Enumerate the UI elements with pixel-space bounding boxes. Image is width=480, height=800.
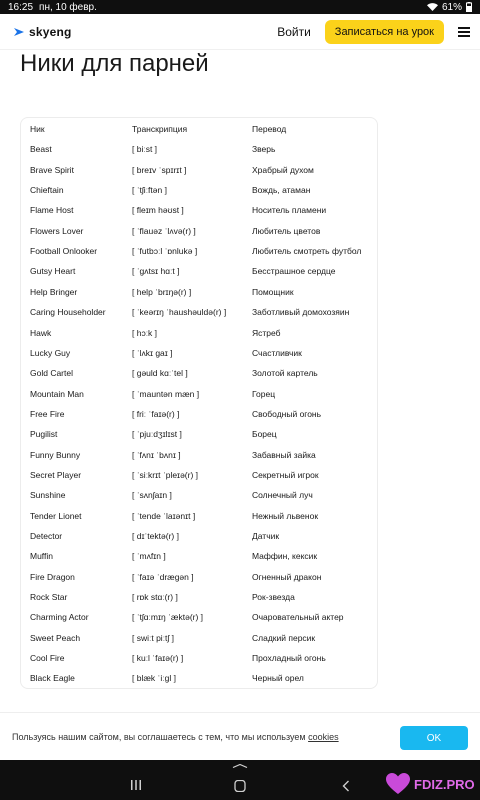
table-row bbox=[21, 648, 379, 668]
translation-cell: Прохладный огонь bbox=[252, 653, 326, 664]
transcription-cell: [ ˈɡʌtsɪ hɑːt ] bbox=[132, 266, 180, 277]
transcription-cell: [ ˈtende ˈlaɪənɪt ] bbox=[132, 510, 196, 521]
nickname-cell: Charming Actor bbox=[30, 612, 89, 623]
table-row bbox=[21, 506, 379, 526]
status-bar bbox=[0, 0, 480, 14]
table-header-row bbox=[21, 119, 379, 139]
translation-cell: Бесстрашное сердце bbox=[252, 266, 336, 277]
nickname-cell: Chieftain bbox=[30, 185, 64, 196]
transcription-cell: [ friː ˈfaɪə(r) ] bbox=[132, 408, 180, 419]
nickname-cell: Free Fire bbox=[30, 408, 65, 419]
transcription-cell: [ swiːt piːtʃ ] bbox=[132, 632, 175, 643]
table-row bbox=[21, 302, 379, 322]
table-row bbox=[21, 607, 379, 627]
transcription-cell: [ ˈmauntən mæn ] bbox=[132, 388, 200, 399]
recent-apps-icon[interactable] bbox=[130, 780, 142, 790]
table-row bbox=[21, 343, 379, 363]
transcription-cell: [ rɒk stɑː(r) ] bbox=[132, 592, 178, 603]
transcription-cell: [ kuːl ˈfaɪə(r) ] bbox=[132, 653, 184, 664]
transcription-cell: [ ˈfutbɔːl ˈɒnlukə ] bbox=[132, 246, 198, 257]
watermark-logo bbox=[386, 770, 478, 798]
translation-cell: Свободный огонь bbox=[252, 408, 322, 419]
transcription-cell: [ fleɪm həʊst ] bbox=[132, 205, 184, 216]
translation-cell: Очаровательный актер bbox=[252, 612, 344, 623]
column-header: Транскрипция bbox=[132, 124, 188, 134]
transcription-cell: [ breɪv ˈspɪrɪt ] bbox=[132, 164, 187, 175]
transcription-cell: [ ˈsiːkrɪt ˈpleɪə(r) ] bbox=[132, 469, 199, 480]
nickname-cell: Flowers Lover bbox=[30, 225, 84, 236]
nickname-cell: Detector bbox=[30, 531, 63, 541]
status-time: 16:25 bbox=[8, 1, 34, 13]
hamburger-menu-icon[interactable] bbox=[458, 27, 470, 37]
translation-cell: Заботливый домохозяин bbox=[252, 307, 350, 318]
cookies-link[interactable]: cookies bbox=[308, 731, 339, 742]
login-link[interactable]: Войти bbox=[277, 24, 311, 39]
table-row bbox=[21, 221, 379, 241]
nickname-cell: Muffin bbox=[30, 551, 53, 562]
translation-cell: Рок-звезда bbox=[252, 592, 295, 603]
translation-cell: Огненный дракон bbox=[252, 571, 322, 582]
translation-cell: Храбрый духом bbox=[252, 164, 314, 175]
transcription-cell: [ ɡəuld kɑːˈtel ] bbox=[132, 368, 188, 379]
table-row bbox=[21, 628, 379, 648]
nickname-cell: Gutsy Heart bbox=[30, 266, 76, 277]
nickname-cell: Sunshine bbox=[30, 490, 66, 501]
transcription-cell: [ ˈfʌnɪ ˈbʌnɪ ] bbox=[132, 449, 181, 460]
table-row bbox=[21, 241, 379, 261]
page-title: Ники для парней bbox=[20, 50, 209, 77]
translation-cell: Любитель смотреть футбол bbox=[252, 246, 362, 257]
translation-cell: Маффин, кексик bbox=[252, 551, 318, 562]
battery-icon bbox=[466, 2, 472, 12]
transcription-cell: [ ˈfaɪə ˈdræɡən ] bbox=[132, 571, 194, 582]
table-row bbox=[21, 384, 379, 404]
nickname-cell: Tender Lionet bbox=[30, 510, 82, 521]
nickname-cell: Cool Fire bbox=[30, 653, 65, 664]
translation-cell: Датчик bbox=[252, 531, 280, 541]
brand-name: skyeng bbox=[29, 24, 72, 39]
table-row bbox=[21, 139, 379, 159]
translation-cell: Забавный зайка bbox=[252, 449, 316, 460]
transcription-cell: [ biːst ] bbox=[132, 144, 158, 155]
table-row bbox=[21, 160, 379, 180]
nickname-cell: Funny Bunny bbox=[30, 449, 81, 460]
transcription-cell: [ ˈpjuːdʒɪlɪst ] bbox=[132, 429, 182, 440]
signup-button[interactable]: Записаться на урок bbox=[325, 20, 444, 44]
nickname-cell: Secret Player bbox=[30, 469, 82, 480]
transcription-cell: [ dɪˈtektə(r) ] bbox=[132, 531, 179, 541]
nickname-cell: Pugilist bbox=[30, 429, 58, 440]
translation-cell: Борец bbox=[252, 429, 277, 440]
table-row bbox=[21, 323, 379, 343]
nickname-cell: Lucky Guy bbox=[30, 347, 71, 358]
translation-cell: Носитель пламени bbox=[252, 205, 327, 216]
transcription-cell: [ ˈsʌnʃaɪn ] bbox=[132, 490, 172, 501]
transcription-cell: [ blæk ˈiːɡl ] bbox=[132, 673, 176, 684]
translation-cell: Зверь bbox=[252, 144, 276, 155]
table-row bbox=[21, 404, 379, 424]
skyeng-logo-icon bbox=[14, 27, 24, 37]
nickname-cell: Mountain Man bbox=[30, 388, 84, 399]
nickname-cell: Rock Star bbox=[30, 592, 68, 603]
table-row bbox=[21, 261, 379, 281]
home-icon[interactable] bbox=[234, 780, 246, 792]
translation-cell: Вождь, атаман bbox=[252, 185, 311, 196]
watermark-text: FDIZ.PRO bbox=[414, 776, 475, 792]
translation-cell: Счастливчик bbox=[252, 347, 302, 358]
nickname-cell: Caring Householder bbox=[30, 307, 106, 318]
nickname-cell: Help Bringer bbox=[30, 286, 78, 297]
transcription-cell: [ hɔːk ] bbox=[132, 327, 158, 338]
table-row bbox=[21, 668, 379, 688]
transcription-cell: [ ˈflauəz ˈlʌvə(r) ] bbox=[132, 225, 196, 236]
transcription-cell: [ help ˈbrɪŋə(r) ] bbox=[132, 286, 192, 297]
table-row bbox=[21, 587, 379, 607]
site-header bbox=[0, 14, 480, 50]
translation-cell: Любитель цветов bbox=[252, 225, 321, 236]
back-icon[interactable] bbox=[342, 780, 350, 792]
table-row bbox=[21, 282, 379, 302]
table-row bbox=[21, 424, 379, 444]
translation-cell: Помощник bbox=[252, 286, 294, 297]
nickname-cell: Flame Host bbox=[30, 205, 74, 216]
table-row bbox=[21, 445, 379, 465]
table-row bbox=[21, 567, 379, 587]
nickname-cell: Sweet Peach bbox=[30, 632, 81, 643]
nickname-cell: Black Eagle bbox=[30, 673, 75, 684]
translation-cell: Горец bbox=[252, 388, 276, 399]
translation-cell: Нежный львенок bbox=[252, 510, 319, 521]
translation-cell: Секретный игрок bbox=[252, 469, 319, 480]
heart-icon bbox=[386, 773, 410, 795]
table-row bbox=[21, 200, 379, 220]
table-row bbox=[21, 180, 379, 200]
status-date: пн, 10 февр. bbox=[39, 1, 97, 13]
translation-cell: Сладкий персик bbox=[252, 632, 316, 643]
table-row bbox=[21, 465, 379, 485]
table-row bbox=[21, 485, 379, 505]
nickname-cell: Hawk bbox=[30, 327, 52, 338]
nickname-cell: Brave Spirit bbox=[30, 164, 74, 175]
cookie-ok-button[interactable]: OK bbox=[400, 726, 468, 750]
translation-cell: Черный орел bbox=[252, 673, 304, 684]
nicknames-table bbox=[20, 117, 378, 689]
table-row bbox=[21, 526, 379, 546]
column-header: Ник bbox=[30, 124, 45, 134]
transcription-cell: [ ˈtʃiːftən ] bbox=[132, 185, 167, 196]
translation-cell: Солнечный луч bbox=[252, 490, 313, 501]
cookie-message: Пользуясь нашим сайтом, вы соглашаетесь с тем, что мы используем bbox=[12, 731, 306, 742]
cookie-text bbox=[12, 732, 339, 742]
nickname-cell: Football Onlooker bbox=[30, 246, 98, 257]
transcription-cell: [ ˈtʃɑːmɪŋ ˈæktə(r) ] bbox=[132, 612, 204, 623]
table-row bbox=[21, 363, 379, 383]
transcription-cell: [ ˈmʌfɪn ] bbox=[132, 551, 166, 562]
nickname-cell: Gold Cartel bbox=[30, 368, 73, 379]
nickname-cell: Fire Dragon bbox=[30, 571, 75, 582]
transcription-cell: [ ˈlʌkɪ ɡaɪ ] bbox=[132, 347, 173, 358]
wifi-icon bbox=[427, 3, 438, 11]
chevron-up-icon[interactable] bbox=[232, 764, 248, 768]
column-header: Перевод bbox=[252, 124, 287, 134]
battery-percent: 61% bbox=[441, 1, 462, 13]
translation-cell: Ястреб bbox=[252, 327, 281, 338]
table-row bbox=[21, 546, 379, 566]
translation-cell: Золотой картель bbox=[252, 368, 318, 379]
nickname-cell: Beast bbox=[30, 144, 52, 155]
brand-logo[interactable] bbox=[14, 25, 72, 39]
transcription-cell: [ ˈkeərɪŋ ˈhaushəuldə(r) ] bbox=[132, 307, 227, 318]
